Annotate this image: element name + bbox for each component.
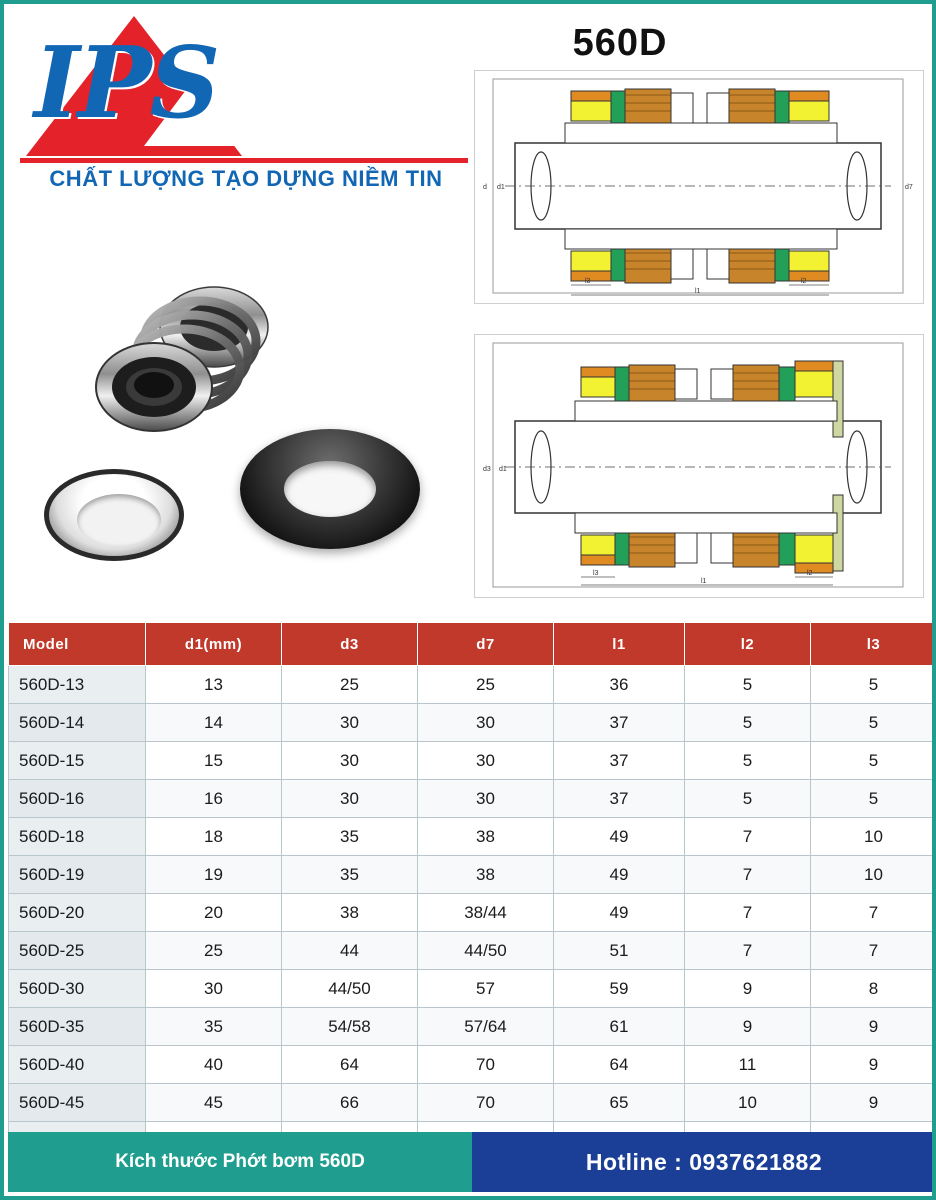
table-row: [9, 1008, 936, 1046]
spring-seal-assembly-image: [82, 269, 302, 459]
cell-d7: 30: [418, 742, 554, 780]
svg-text:l1: l1: [701, 578, 707, 585]
cell-d1: 13: [146, 666, 282, 704]
cell-d1: 20: [146, 894, 282, 932]
cell-l1: 49: [554, 894, 685, 932]
cell-d7: 44/50: [418, 932, 554, 970]
cell-l2: 5: [685, 666, 811, 704]
cross-section-drawing-top: [474, 70, 924, 304]
cell-model: 560D-30: [9, 970, 146, 1008]
spec-table: [8, 622, 936, 1160]
table-row: [9, 1046, 936, 1084]
cell-l1: 65: [554, 1084, 685, 1122]
cell-d7: 30: [418, 780, 554, 818]
table-row: [9, 856, 936, 894]
cell-l3: 9: [811, 1084, 936, 1122]
cell-d3: 25: [282, 666, 418, 704]
cell-l3: 10: [811, 856, 936, 894]
cell-d1: 25: [146, 932, 282, 970]
footer: [8, 1132, 936, 1192]
cell-l1: 37: [554, 742, 685, 780]
footer-hotline: Hotline : 0937621882: [472, 1132, 936, 1192]
cell-l2: 5: [685, 742, 811, 780]
specification-table: [8, 622, 936, 1140]
footer-caption: Kích thước Phớt bơm 560D: [8, 1132, 472, 1192]
cell-d3: 38: [282, 894, 418, 932]
black-oil-seal-image: [240, 429, 420, 549]
column-header-d7: d7: [418, 623, 554, 666]
table-row: [9, 818, 936, 856]
cell-d1: 15: [146, 742, 282, 780]
cell-d3: 44/50: [282, 970, 418, 1008]
cell-l3: 9: [811, 1008, 936, 1046]
column-header-l3: l3: [811, 623, 936, 666]
table-header-row: [9, 623, 936, 666]
cell-l3: 9: [811, 1046, 936, 1084]
column-header-model: Model: [9, 623, 146, 666]
cell-model: 560D-19: [9, 856, 146, 894]
cell-l3: 7: [811, 932, 936, 970]
cell-d7: 57: [418, 970, 554, 1008]
cell-d3: 35: [282, 856, 418, 894]
cell-model: 560D-18: [9, 818, 146, 856]
svg-text:d: d: [483, 184, 487, 191]
table-row: [9, 666, 936, 704]
cell-model: 560D-20: [9, 894, 146, 932]
page-title: 560D: [572, 22, 668, 64]
cell-l3: 10: [811, 818, 936, 856]
column-header-l1: l1: [554, 623, 685, 666]
cell-d1: 45: [146, 1084, 282, 1122]
ring-bore: [77, 494, 161, 546]
cell-l1: 59: [554, 970, 685, 1008]
cell-l3: 8: [811, 970, 936, 1008]
cell-l1: 64: [554, 1046, 685, 1084]
column-header-d1: d1(mm): [146, 623, 282, 666]
cell-d3: 30: [282, 742, 418, 780]
cell-l2: 7: [685, 894, 811, 932]
cell-d3: 64: [282, 1046, 418, 1084]
svg-text:l3: l3: [593, 570, 599, 577]
cell-d7: 38: [418, 856, 554, 894]
cell-d1: 19: [146, 856, 282, 894]
cell-model: 560D-35: [9, 1008, 146, 1046]
cell-model: 560D-13: [9, 666, 146, 704]
table-row: [9, 1084, 936, 1122]
table-row: [9, 970, 936, 1008]
cell-l2: 7: [685, 818, 811, 856]
cross-section-svg-top: [475, 71, 921, 301]
column-header-d3: d3: [282, 623, 418, 666]
product-photo: [12, 214, 464, 602]
cell-d7: 38/44: [418, 894, 554, 932]
cell-l2: 10: [685, 1084, 811, 1122]
cell-model: 560D-16: [9, 780, 146, 818]
table-row: [9, 894, 936, 932]
column-header-l2: l2: [685, 623, 811, 666]
table-row: [9, 780, 936, 818]
cell-d3: 44: [282, 932, 418, 970]
cell-d3: 35: [282, 818, 418, 856]
svg-text:l3: l3: [585, 278, 591, 285]
table-row: [9, 742, 936, 780]
cell-d7: 38: [418, 818, 554, 856]
cell-model: 560D-45: [9, 1084, 146, 1122]
cell-l3: 7: [811, 894, 936, 932]
cell-l3: 5: [811, 704, 936, 742]
svg-text:d1: d1: [499, 466, 507, 473]
cell-l1: 37: [554, 704, 685, 742]
cell-model: 560D-40: [9, 1046, 146, 1084]
cell-d7: 57/64: [418, 1008, 554, 1046]
cell-l1: 36: [554, 666, 685, 704]
cross-section-drawing-bottom: [474, 334, 924, 598]
svg-text:l2: l2: [801, 278, 807, 285]
cell-l2: 7: [685, 856, 811, 894]
cell-d3: 30: [282, 704, 418, 742]
table-row: [9, 704, 936, 742]
cell-model: 560D-14: [9, 704, 146, 742]
white-ceramic-ring-image: [44, 469, 184, 561]
svg-text:d3: d3: [483, 466, 491, 473]
cell-d7: 25: [418, 666, 554, 704]
cell-l1: 51: [554, 932, 685, 970]
logo-text: IPS: [34, 26, 219, 141]
cell-l1: 49: [554, 818, 685, 856]
cell-l3: 5: [811, 666, 936, 704]
brand-logo: [18, 14, 470, 196]
cell-l2: 5: [685, 780, 811, 818]
cell-d1: 40: [146, 1046, 282, 1084]
svg-text:l2: l2: [807, 570, 813, 577]
cell-d7: 70: [418, 1046, 554, 1084]
cell-l3: 5: [811, 742, 936, 780]
oil-seal-bore: [284, 461, 376, 517]
cell-d1: 30: [146, 970, 282, 1008]
cell-l2: 9: [685, 1008, 811, 1046]
cell-d1: 35: [146, 1008, 282, 1046]
cell-d1: 14: [146, 704, 282, 742]
cell-l3: 5: [811, 780, 936, 818]
cell-model: 560D-15: [9, 742, 146, 780]
brand-tagline: CHẤT LƯỢNG TẠO DỰNG NIỀM TIN: [49, 166, 443, 191]
cell-l2: 11: [685, 1046, 811, 1084]
cell-d1: 18: [146, 818, 282, 856]
cell-d3: 66: [282, 1084, 418, 1122]
cell-l2: 7: [685, 932, 811, 970]
table-row: [9, 932, 936, 970]
cell-d3: 54/58: [282, 1008, 418, 1046]
cell-d7: 30: [418, 704, 554, 742]
cell-d7: 70: [418, 1084, 554, 1122]
cell-l2: 5: [685, 704, 811, 742]
cross-section-svg-bottom: [475, 335, 921, 595]
cell-l1: 37: [554, 780, 685, 818]
cell-d1: 16: [146, 780, 282, 818]
cell-l2: 9: [685, 970, 811, 1008]
cell-l1: 49: [554, 856, 685, 894]
cell-d3: 30: [282, 780, 418, 818]
cell-l1: 61: [554, 1008, 685, 1046]
svg-text:d7: d7: [905, 184, 913, 191]
cell-model: 560D-25: [9, 932, 146, 970]
svg-text:l1: l1: [695, 288, 701, 295]
svg-text:d1: d1: [497, 184, 505, 191]
logo-divider: [20, 158, 468, 163]
